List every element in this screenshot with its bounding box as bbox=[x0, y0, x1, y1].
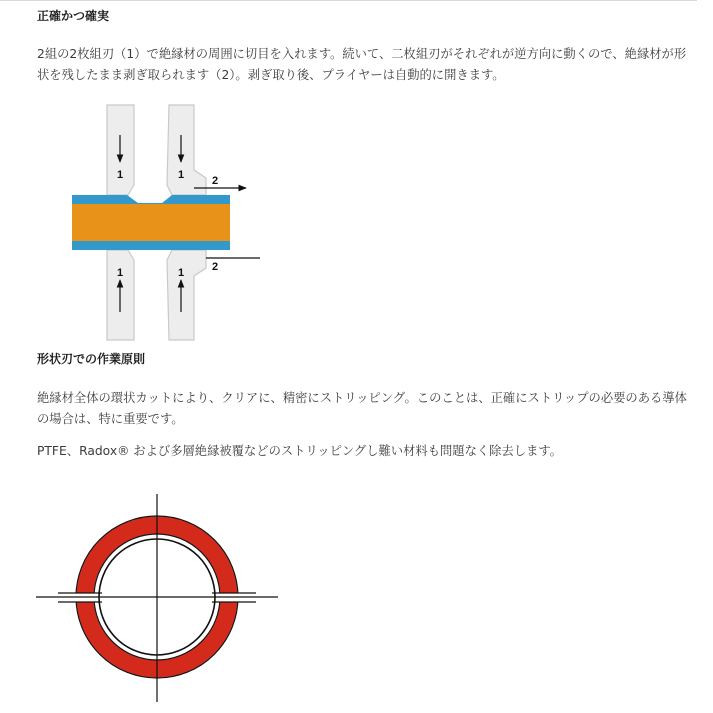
label-arrow-bottom: 2 bbox=[212, 261, 219, 273]
label-arrow-top: 2 bbox=[212, 175, 219, 187]
section-heading-blade-principle: 形状刃での作業原則 bbox=[37, 352, 146, 366]
section-paragraph-precise: 2組の2枚組刃（1）で絶縁材の周囲に切目を入れます。続いて、二枚組刃がそれぞれが逆方向に動くので、絶縁材が形状を残したまま剥ぎ取られます（2）。剥ぎ取り後、プライヤーは自動的に開きます。 bbox=[37, 47, 687, 82]
label-down-right: 1 bbox=[178, 169, 185, 181]
conductor bbox=[72, 204, 230, 241]
blade-bottom-right bbox=[167, 250, 206, 340]
ring-cut-diagram bbox=[30, 490, 285, 705]
top-divider bbox=[0, 0, 697, 1]
section-heading-precise: 正確かつ確実 bbox=[37, 9, 110, 23]
blade-top-right bbox=[167, 105, 206, 195]
label-up-right: 1 bbox=[178, 267, 185, 279]
label-up-left: 1 bbox=[117, 267, 124, 279]
label-down-left: 1 bbox=[117, 169, 124, 181]
section-paragraph-ring-cut: 絶縁材全体の環状カットにより、クリアに、精密にストリッピング。このことは、正確にストリップの必要のある導体の場合は、特に重要です。 bbox=[37, 391, 687, 426]
section-paragraph-materials: PTFE、Radox® および多層絶縁被覆などのストリッピングし難い材料も問題なく除去します。 bbox=[37, 444, 562, 458]
blade-cut-diagram bbox=[60, 100, 260, 345]
